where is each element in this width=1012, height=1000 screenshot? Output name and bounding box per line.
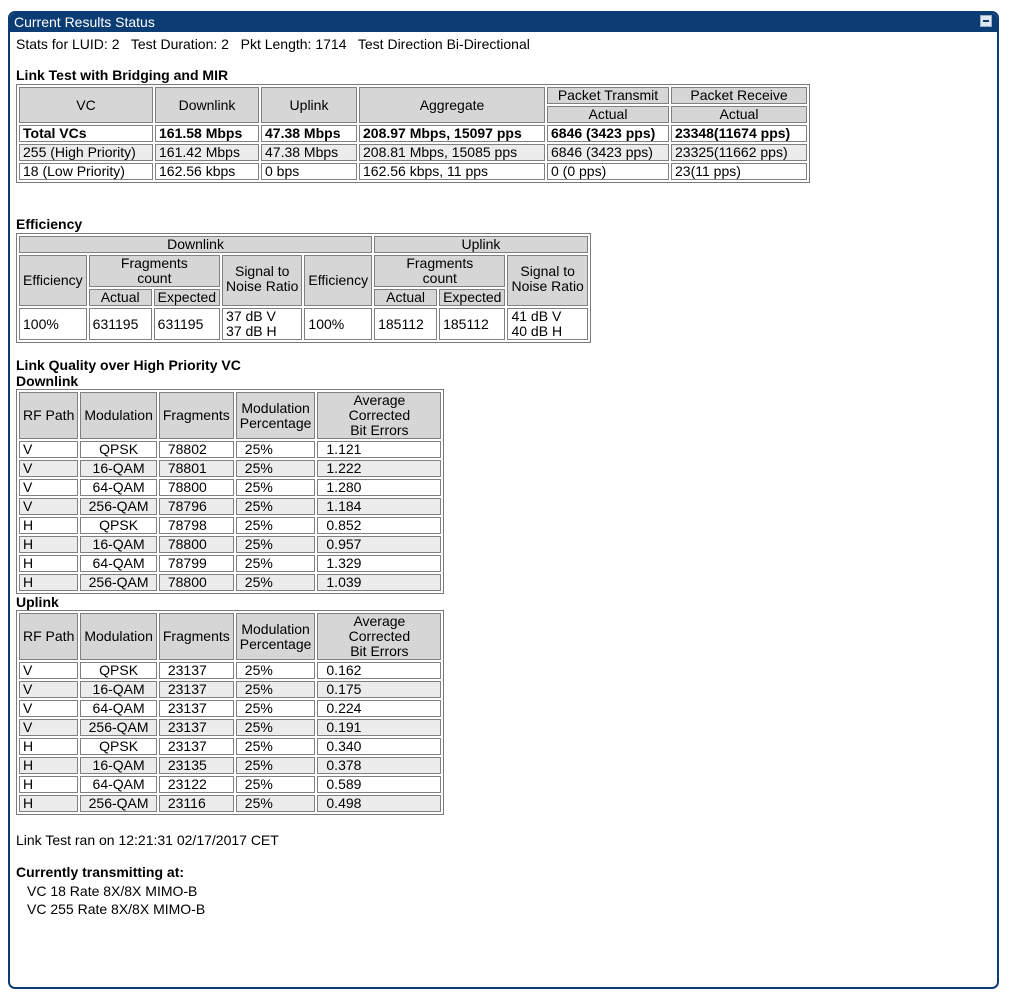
bit-errors-cell: 0.191 [317, 719, 441, 736]
table-row [19, 441, 441, 458]
bit-errors-cell: 0.340 [317, 738, 441, 755]
expected-cell: 185112 [439, 308, 505, 340]
percentage-cell: 25% [236, 700, 316, 717]
rx-cell: 23(11 pps) [671, 163, 807, 180]
expected-cell: 631195 [154, 308, 220, 340]
col-modulation-percentage: Modulation Percentage [236, 392, 316, 439]
col-modulation-percentage: Modulation Percentage [236, 613, 316, 660]
bit-errors-cell: 1.280 [317, 479, 441, 496]
modulation-cell: 64-QAM [80, 479, 157, 496]
col-expected: Expected [154, 289, 220, 306]
link-test-ran-on: Link Test ran on 12:21:31 02/17/2017 CET [16, 832, 279, 848]
bit-errors-cell: 1.184 [317, 498, 441, 515]
col-fragments-count: Fragments count [374, 255, 505, 287]
table-row [19, 125, 807, 142]
uplink-cell: 47.38 Mbps [261, 144, 357, 161]
modulation-cell: 256-QAM [80, 719, 157, 736]
bit-errors-cell: 0.162 [317, 662, 441, 679]
modulation-cell: 64-QAM [80, 555, 157, 572]
table-row [19, 574, 441, 591]
col-fragments: Fragments [159, 392, 234, 439]
modulation-cell: 16-QAM [80, 757, 157, 774]
fragments-cell: 78800 [159, 479, 234, 496]
table-row [19, 460, 441, 477]
rf-path-cell: V [19, 681, 78, 698]
table-row [19, 738, 441, 755]
bit-errors-cell: 0.498 [317, 795, 441, 812]
stats-line: Stats for LUID: 2 Test Duration: 2 Pkt Length: 1714 Test Direction Bi-Directional [16, 36, 530, 52]
percentage-cell: 25% [236, 776, 316, 793]
table-row [19, 795, 441, 812]
tx-cell: 0 (0 pps) [547, 163, 669, 180]
rate-line: VC 255 Rate 8X/8X MIMO-B [27, 901, 206, 917]
percentage-cell: 25% [236, 479, 316, 496]
bit-errors-cell: 0.378 [317, 757, 441, 774]
col-actual: Actual [374, 289, 437, 306]
uplink-group-header: Uplink [374, 236, 588, 253]
content-area [16, 35, 997, 918]
rf-path-cell: H [19, 574, 78, 591]
fragments-cell: 23137 [159, 738, 234, 755]
rf-path-cell: V [19, 460, 78, 477]
table-row [19, 776, 441, 793]
table-row [19, 144, 807, 161]
efficiency-table [16, 233, 591, 343]
col-fragments: Fragments [159, 613, 234, 660]
percentage-cell: 25% [236, 441, 316, 458]
rf-path-cell: H [19, 555, 78, 572]
col-uplink: Uplink [261, 87, 357, 123]
modulation-cell: 64-QAM [80, 776, 157, 793]
percentage-cell: 25% [236, 555, 316, 572]
table-row [19, 536, 441, 553]
rf-path-cell: H [19, 517, 78, 534]
table-row [19, 757, 441, 774]
table-row [19, 719, 441, 736]
downlink-quality-table [16, 389, 444, 594]
percentage-cell: 25% [236, 498, 316, 515]
vc-cell: 255 (High Priority) [19, 144, 153, 161]
col-avg-bit-errors: Average Corrected Bit Errors [317, 392, 441, 439]
link-test-table [16, 84, 810, 183]
col-downlink: Downlink [155, 87, 259, 123]
fragments-cell: 23137 [159, 681, 234, 698]
modulation-cell: QPSK [80, 441, 157, 458]
fragments-cell: 78801 [159, 460, 234, 477]
percentage-cell: 25% [236, 795, 316, 812]
col-packet-transmit: Packet Transmit [547, 87, 669, 104]
rate-line: VC 18 Rate 8X/8X MIMO-B [27, 883, 198, 899]
fragments-cell: 78798 [159, 517, 234, 534]
col-actual: Actual [89, 289, 152, 306]
modulation-cell: 16-QAM [80, 536, 157, 553]
link-quality-heading: Link Quality over High Priority VC [16, 357, 241, 373]
aggregate-cell: 208.81 Mbps, 15085 pps [359, 144, 545, 161]
bit-errors-cell: 1.039 [317, 574, 441, 591]
table-row [19, 308, 588, 340]
modulation-cell: QPSK [80, 517, 157, 534]
rf-path-cell: H [19, 536, 78, 553]
rf-path-cell: V [19, 441, 78, 458]
col-modulation: Modulation [80, 613, 157, 660]
col-snr: Signal to Noise Ratio [507, 255, 587, 306]
bit-errors-cell: 1.121 [317, 441, 441, 458]
rx-cell: 23348(11674 pps) [671, 125, 807, 142]
vc-cell: Total VCs [19, 125, 153, 142]
percentage-cell: 25% [236, 517, 316, 534]
link-test-heading: Link Test with Bridging and MIR [16, 67, 229, 83]
modulation-cell: 64-QAM [80, 700, 157, 717]
efficiency-cell: 100% [304, 308, 372, 340]
col-aggregate: Aggregate [359, 87, 545, 123]
tx-cell: 6846 (3423 pps) [547, 125, 669, 142]
rf-path-cell: V [19, 479, 78, 496]
snr-cell: 41 dB V 40 dB H [507, 308, 587, 340]
downlink-cell: 162.56 kbps [155, 163, 259, 180]
uplink-cell: 0 bps [261, 163, 357, 180]
bit-errors-cell: 1.222 [317, 460, 441, 477]
rf-path-cell: H [19, 738, 78, 755]
bit-errors-cell: 0.852 [317, 517, 441, 534]
aggregate-cell: 162.56 kbps, 11 pps [359, 163, 545, 180]
downlink-group-header: Downlink [19, 236, 372, 253]
fragments-cell: 23135 [159, 757, 234, 774]
fragments-cell: 78800 [159, 536, 234, 553]
rf-path-cell: V [19, 662, 78, 679]
rf-path-cell: V [19, 719, 78, 736]
col-tx-actual: Actual [547, 106, 669, 123]
bit-errors-cell: 1.329 [317, 555, 441, 572]
aggregate-cell: 208.97 Mbps, 15097 pps [359, 125, 545, 142]
col-rf-path: RF Path [19, 392, 78, 439]
fragments-cell: 78796 [159, 498, 234, 515]
rx-cell: 23325(11662 pps) [671, 144, 807, 161]
rf-path-cell: H [19, 776, 78, 793]
percentage-cell: 25% [236, 460, 316, 477]
actual-cell: 185112 [374, 308, 437, 340]
percentage-cell: 25% [236, 738, 316, 755]
col-avg-bit-errors: Average Corrected Bit Errors [317, 613, 441, 660]
downlink-cell: 161.42 Mbps [155, 144, 259, 161]
bit-errors-cell: 0.175 [317, 681, 441, 698]
percentage-cell: 25% [236, 574, 316, 591]
table-row [19, 163, 807, 180]
table-row [19, 700, 441, 717]
percentage-cell: 25% [236, 681, 316, 698]
tx-cell: 6846 (3423 pps) [547, 144, 669, 161]
modulation-cell: 256-QAM [80, 498, 157, 515]
col-fragments-count: Fragments count [89, 255, 220, 287]
modulation-cell: 16-QAM [80, 460, 157, 477]
uplink-cell: 47.38 Mbps [261, 125, 357, 142]
fragments-cell: 23122 [159, 776, 234, 793]
vc-cell: 18 (Low Priority) [19, 163, 153, 180]
col-snr: Signal to Noise Ratio [222, 255, 302, 306]
table-row [19, 555, 441, 572]
bit-errors-cell: 0.957 [317, 536, 441, 553]
col-rf-path: RF Path [19, 613, 78, 660]
fragments-cell: 78802 [159, 441, 234, 458]
modulation-cell: 256-QAM [80, 574, 157, 591]
rf-path-cell: V [19, 498, 78, 515]
results-panel [8, 11, 999, 989]
window-title: Current Results Status [14, 14, 155, 30]
efficiency-heading: Efficiency [16, 216, 83, 232]
title-bar [10, 13, 997, 32]
col-expected: Expected [439, 289, 505, 306]
fragments-cell: 23137 [159, 700, 234, 717]
efficiency-cell: 100% [19, 308, 87, 340]
transmitting-heading: Currently transmitting at: [16, 864, 185, 880]
collapse-button[interactable] [980, 15, 992, 27]
percentage-cell: 25% [236, 719, 316, 736]
percentage-cell: 25% [236, 757, 316, 774]
bit-errors-cell: 0.589 [317, 776, 441, 793]
modulation-cell: QPSK [80, 662, 157, 679]
fragments-cell: 23116 [159, 795, 234, 812]
table-row [19, 517, 441, 534]
percentage-cell: 25% [236, 536, 316, 553]
uplink-subheading: Uplink [16, 594, 59, 610]
col-vc: VC [19, 87, 153, 123]
rf-path-cell: H [19, 757, 78, 774]
table-row [19, 662, 441, 679]
table-row [19, 479, 441, 496]
fragments-cell: 78799 [159, 555, 234, 572]
fragments-cell: 23137 [159, 719, 234, 736]
modulation-cell: 16-QAM [80, 681, 157, 698]
col-modulation: Modulation [80, 392, 157, 439]
fragments-cell: 78800 [159, 574, 234, 591]
uplink-quality-table [16, 610, 444, 815]
col-efficiency: Efficiency [19, 255, 87, 306]
modulation-cell: QPSK [80, 738, 157, 755]
col-packet-receive: Packet Receive [671, 87, 807, 104]
col-efficiency: Efficiency [304, 255, 372, 306]
rf-path-cell: V [19, 700, 78, 717]
actual-cell: 631195 [89, 308, 152, 340]
downlink-subheading: Downlink [16, 373, 79, 389]
table-row [19, 681, 441, 698]
modulation-cell: 256-QAM [80, 795, 157, 812]
snr-cell: 37 dB V 37 dB H [222, 308, 302, 340]
col-rx-actual: Actual [671, 106, 807, 123]
percentage-cell: 25% [236, 662, 316, 679]
table-row [19, 498, 441, 515]
downlink-cell: 161.58 Mbps [155, 125, 259, 142]
bit-errors-cell: 0.224 [317, 700, 441, 717]
rf-path-cell: H [19, 795, 78, 812]
fragments-cell: 23137 [159, 662, 234, 679]
